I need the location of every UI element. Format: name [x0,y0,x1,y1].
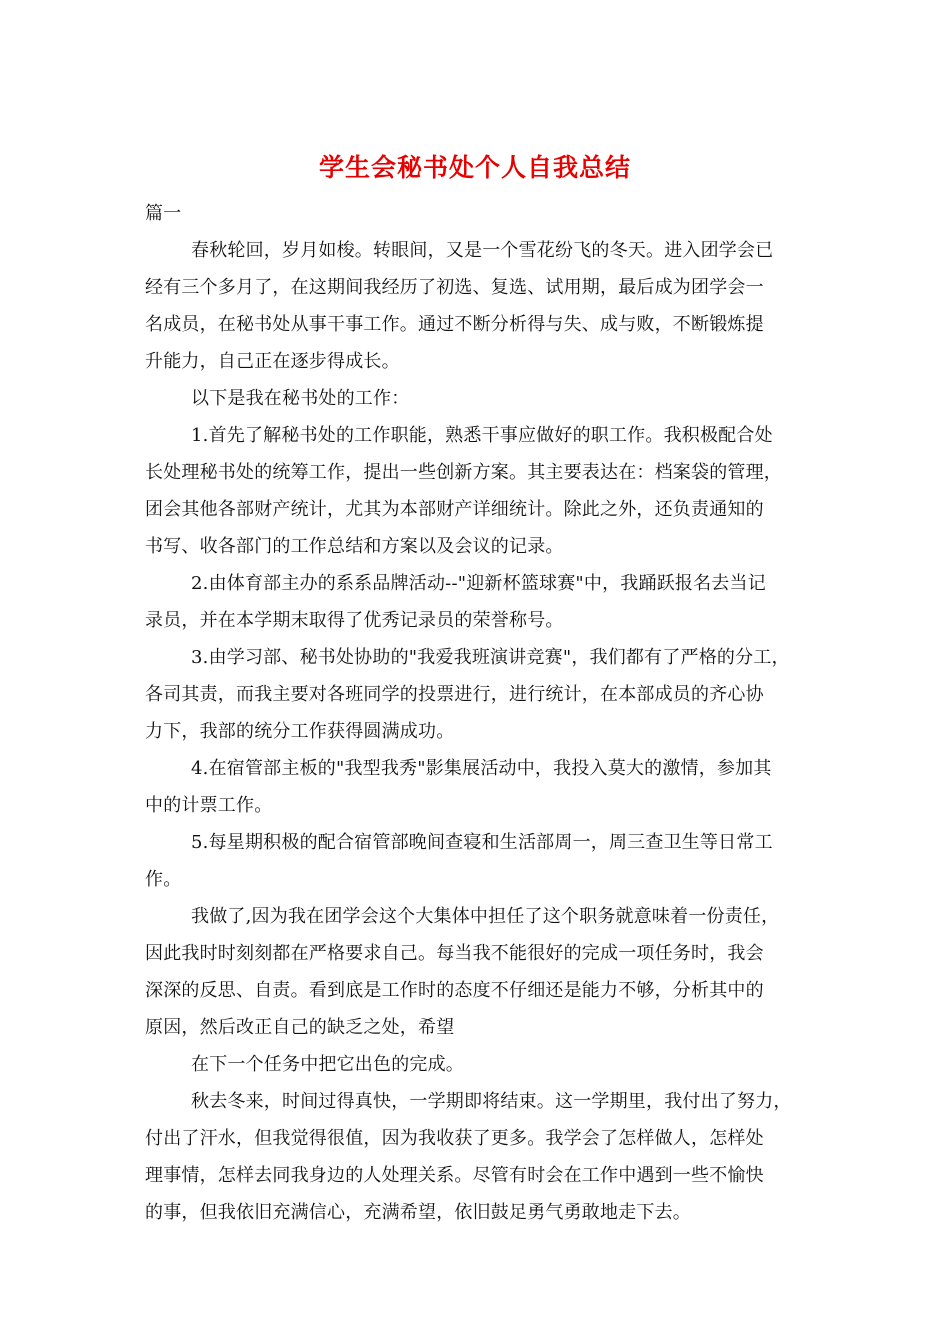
paragraph-line: 3.由学习部、秘书处协助的"我爱我班演讲竞赛"，我们都有了严格的分工， [191,647,790,668]
paragraph-line: 理事情，怎样去同我身边的人处理关系。尽管有时会在工作中遇到一些不愉快 [145,1165,764,1186]
paragraph-line: 4.在宿管部主板的"我型我秀"影集展活动中，我投入莫大的激情，参加其 [191,758,772,779]
paragraph-line: 团会其他各部财产统计，尤其为本部财产详细统计。除此之外，还负责通知的 [145,499,764,520]
paragraph-line: 的事，但我依旧充满信心，充满希望，依旧鼓足勇气勇敢地走下去。 [145,1202,691,1223]
paragraph-line: 秋去冬来，时间过得真快，一学期即将结束。这一学期里，我付出了努力， [191,1091,792,1112]
paragraph-line: 长处理秘书处的统筹工作，提出一些创新方案。其主要表达在：档案袋的管理， [145,462,782,483]
paragraph-line: 在下一个任务中把它出色的完成。 [191,1054,464,1075]
paragraph-line: 录员，并在本学期末取得了优秀记录员的荣誉称号。 [145,610,564,631]
section-label: 篇一 [145,203,182,224]
paragraph-line: 5.每星期积极的配合宿管部晚间查寝和生活部周一，周三查卫生等日常工 [191,832,773,853]
paragraph-line: 各司其责，而我主要对各班同学的投票进行，进行统计，在本部成员的齐心协 [145,684,764,705]
paragraph-line: 升能力，自己正在逐步得成长。 [145,351,400,372]
paragraph-line: 名成员，在秘书处从事干事工作。通过不断分析得与失、成与败，不断锻炼提 [145,314,764,335]
paragraph-line: 深深的反思、自责。看到底是工作时的态度不仔细还是能力不够，分析其中的 [145,980,764,1001]
document-title: 学生会秘书处个人自我总结 [318,153,631,182]
paragraph-line: 书写、收各部门的工作总结和方案以及会议的记录。 [145,536,564,557]
paragraph-line: 我做了,因为我在团学会这个大集体中担任了这个职务就意味着一份责任， [191,906,780,927]
paragraph-line: 中的计票工作。 [145,795,273,816]
paragraph-line: 原因，然后改正自己的缺乏之处，希望 [145,1017,455,1038]
paragraph-line: 付出了汗水，但我觉得很值，因为我收获了更多。我学会了怎样做人，怎样处 [145,1128,764,1149]
document-body [145,200,815,1236]
paragraph-line: 因此我时时刻刻都在严格要求自己。每当我不能很好的完成一项任务时，我会 [145,943,764,964]
paragraph-line: 1.首先了解秘书处的工作职能，熟悉干事应做好的职工作。我积极配合处 [191,425,773,446]
paragraph-line: 春秋轮回，岁月如梭。转眼间，又是一个雪花纷飞的冬天。进入团学会已 [191,240,774,261]
paragraph-line: 经有三个多月了，在这期间我经历了初选、复选、试用期，最后成为团学会一 [145,277,764,298]
paragraph-line: 力下，我部的统分工作获得圆满成功。 [145,721,455,742]
paragraph-line: 2.由体育部主办的系系品牌活动--"迎新杯篮球赛"中，我踊跃报名去当记 [191,573,766,594]
paragraph-line: 作。 [145,869,182,890]
paragraph-line: 以下是我在秘书处的工作： [191,388,410,409]
